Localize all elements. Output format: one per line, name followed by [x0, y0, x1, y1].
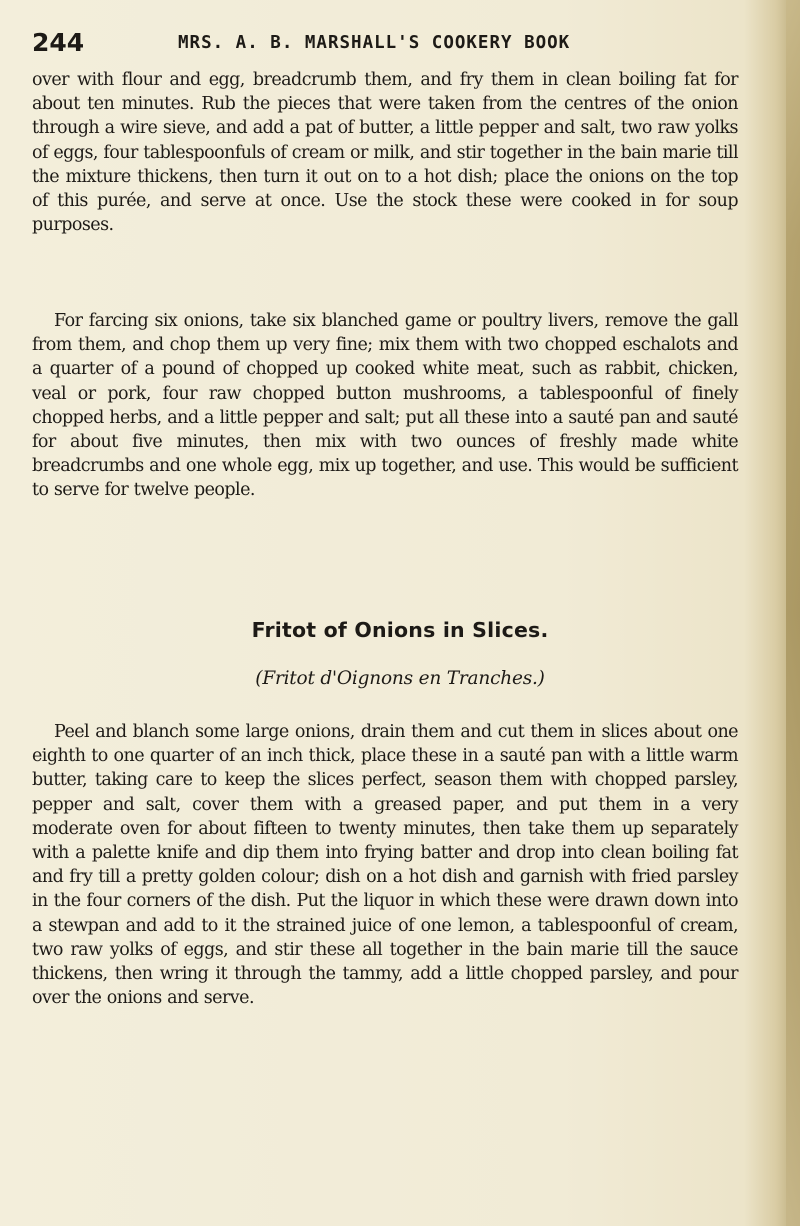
paragraph-continued: over with flour and egg, breadcrumb them, and fry them in clean boiling fat for about ten minutes. Rub the pieces that were taken from the centres of the onion through a wire sieve, and add a pat of butter, a little pepper and salt, two raw yolks of eggs, four tablespoonfuls of cream or milk, and stir together in the bain marie till the mixture thickens, then turn it out on to a hot dish; place the onions on the top of this purée, and serve at once. Use the stock these were cooked in for soup purposes.: [32, 70, 738, 236]
page-number: 244: [32, 28, 85, 57]
page-edge: [786, 0, 800, 1226]
recipe-subtitle: (Fritot d'Oignons en Tranches.): [255, 668, 545, 689]
paragraph-farcing: For farcing six onions, take six blanched game or poultry livers, remove the gall from them, and chop them up very fine; mix them with two chopped eschalots and a quarter of a pound of chopped up cooked white meat, such as rabbit, chicken, veal or pork, four raw chopped button mushrooms, a tablespoonful of finely chopped herbs, and a little pepper and salt; put all these into a sauté pan and sauté for about five minutes, then mix with two ounces of freshly made white breadcrumbs and one whole egg, mix up together, and use. This would be sufficient to serve for twelve people.: [32, 311, 738, 501]
running-head: MRS. A. B. MARSHALL'S COOKERY BOOK: [178, 33, 571, 53]
recipe-title: Fritot of Onions in Slices.: [251, 618, 549, 642]
page-header: [32, 28, 732, 64]
paragraph-recipe-method: Peel and blanch some large onions, drain them and cut them in slices about one eighth to one quarter of an inch thick, place these in a sauté pan with a little warm butter, taking care to keep the slices perfect, season them with chopped parsley, pepper and salt, cover them with a greased paper, and put them in a very moderate oven for about fifteen to twenty minutes, then take them up separately with a palette knife and dip them into frying batter and drop into clean boiling fat and fry till a pretty golden colour; dish on a hot dish and garnish with fried parsley in the four corners of the dish. Put the liquor in which these were drawn down into a stewpan and add to it the strained juice of one lemon, a tablespoonful of cream, two raw yolks of eggs, and stir these all together in the bain marie till the sauce thickens, then wring it through the tammy, add a little chopped parsley, and pour over the onions and serve.: [32, 722, 738, 1009]
